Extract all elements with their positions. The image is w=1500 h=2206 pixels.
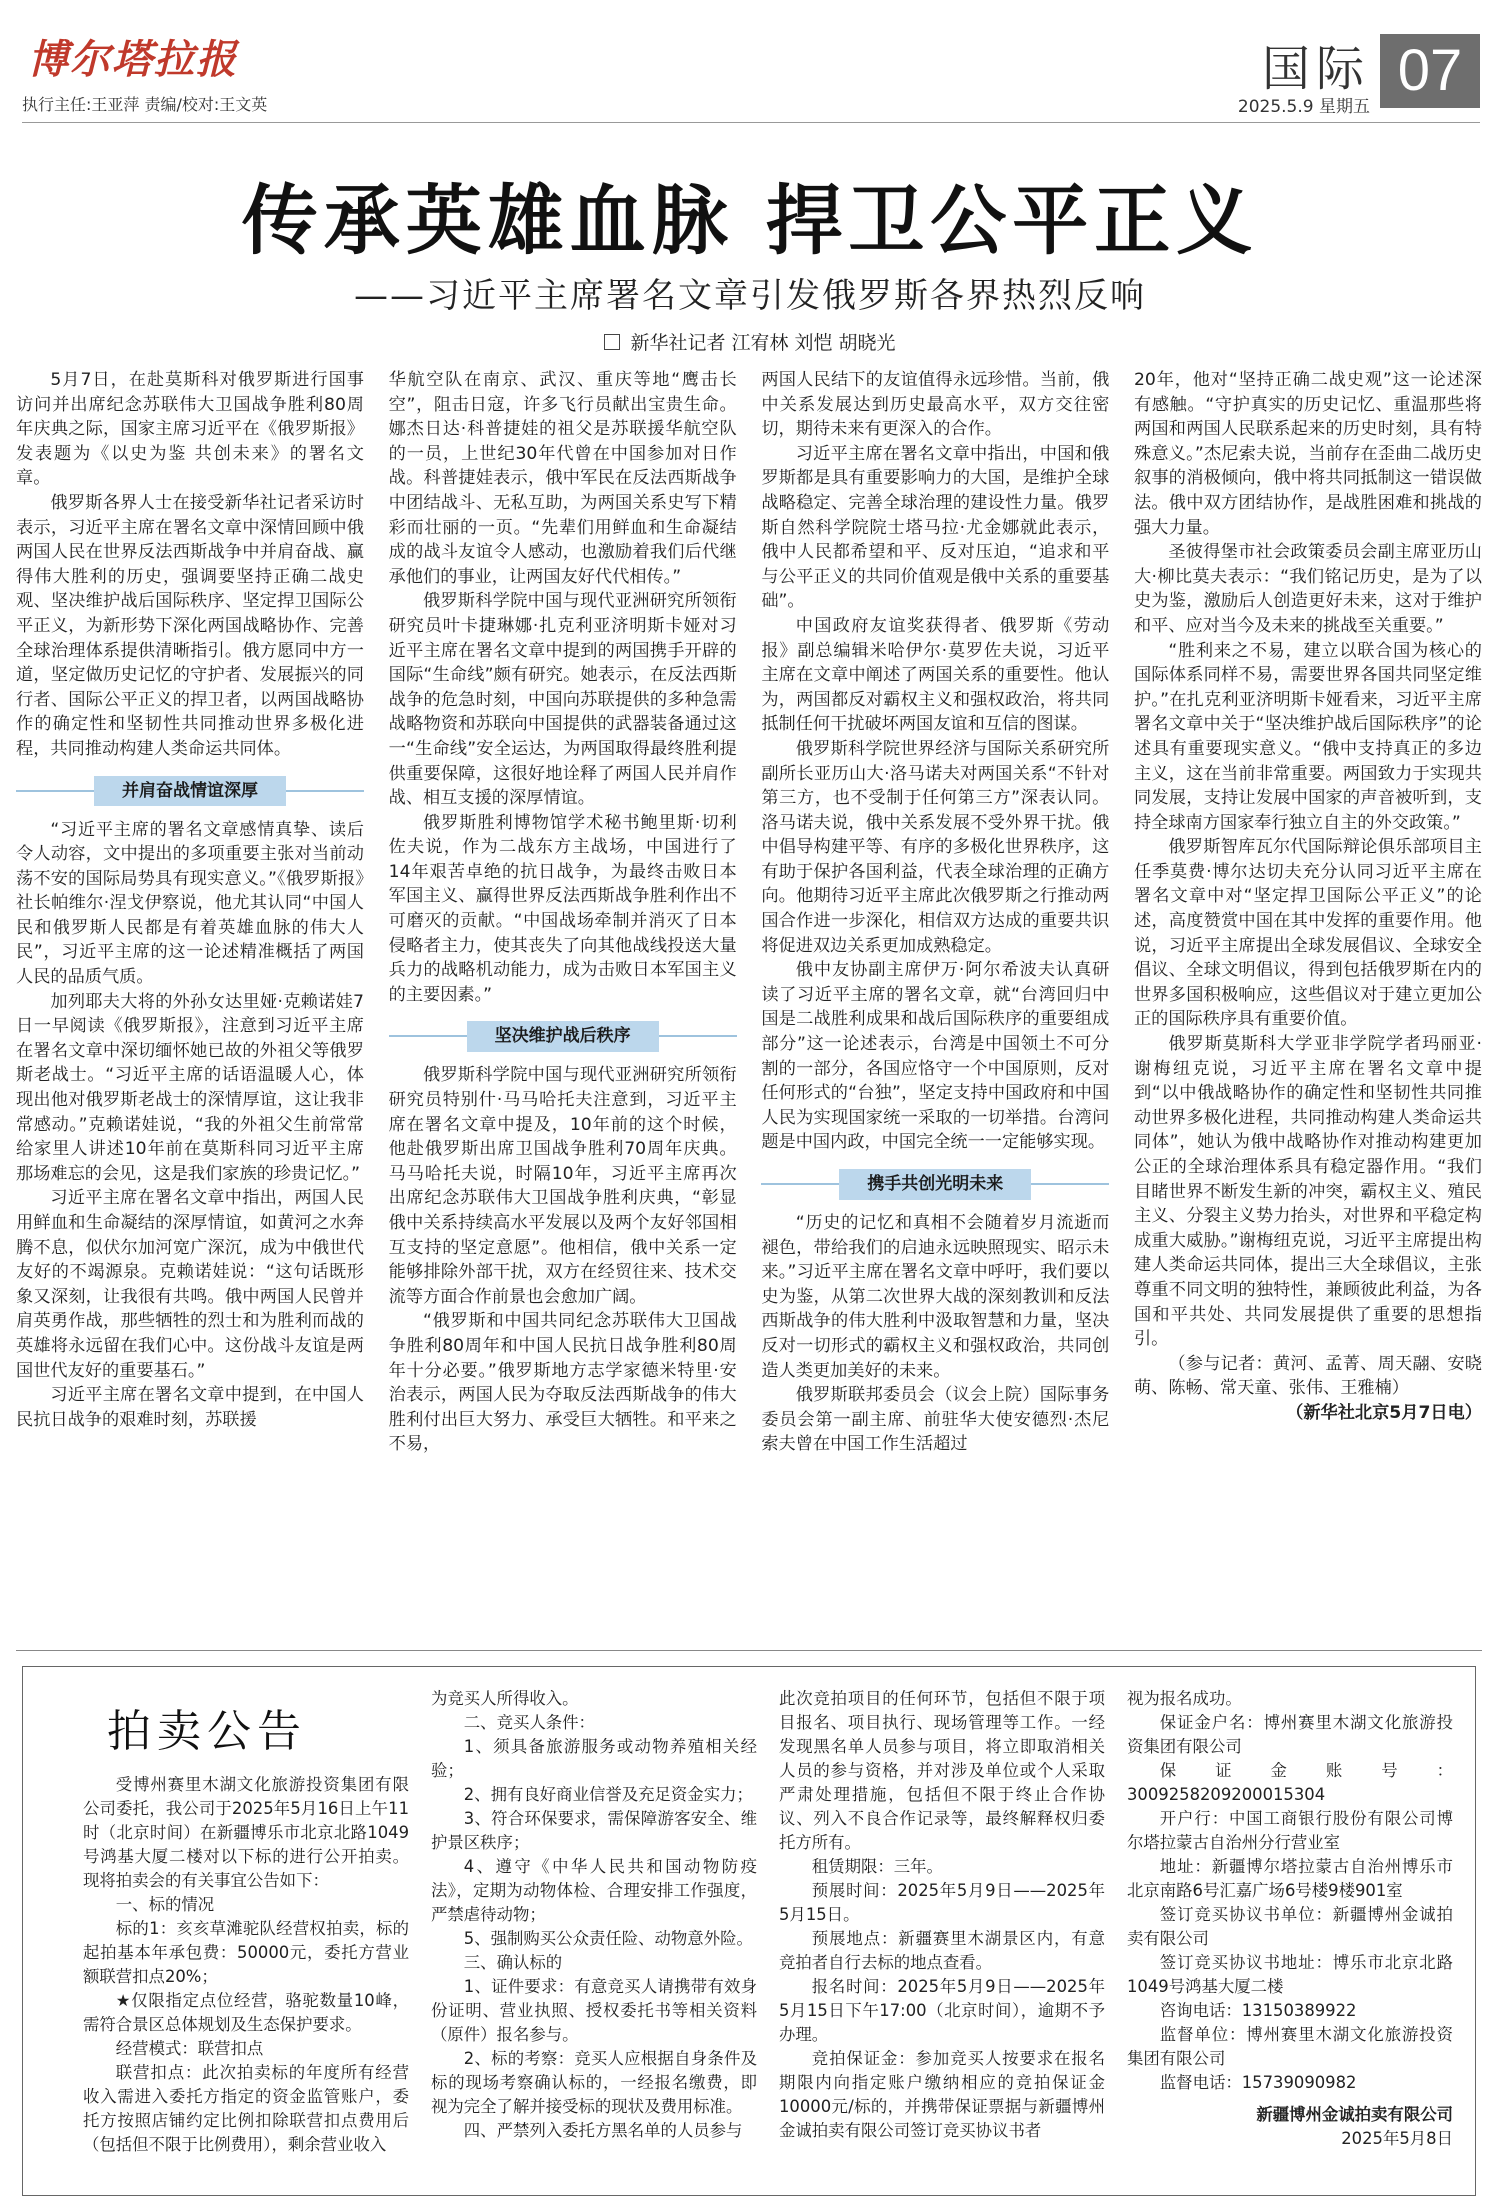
paragraph: 预展时间：2025年5月9日——2025年5月15日。	[779, 1881, 1105, 1924]
page-number: 07	[1380, 34, 1480, 108]
paragraph: 俄罗斯莫斯科大学亚非学院学者玛丽亚·谢梅纽克说，习近平主席在署名文章中提到“以中俄战略协作的确定性和坚韧性共同推动世界多极化进程，共同推动构建人类命运共同体”，她认为俄中战略协作对推动构建更加公正的全球治理体系具有稳定器作用。“我们目睹世界不断发生新的冲突，霸权主义、殖民主义、分裂主义势力抬头，对世界和平稳定构成重大威胁。”谢梅纽克说，习近平主席提出构建人类命运共同体，提出三大全球倡议，主张尊重不同文明的独特性，兼顾彼此利益，为各国和平共处、共同发展提供了重要的思想指引。	[1133, 1034, 1482, 1350]
page-divider	[16, 1650, 1482, 1651]
paragraph: 俄罗斯联邦委员会（议会上院）国际事务委员会第一副主席、前驻华大使安德烈·杰尼索夫曾在中国工作生活超过	[761, 1385, 1110, 1455]
paragraph: 监督单位：博州赛里木湖文化旅游投资集团有限公司	[1127, 2025, 1453, 2068]
article-column-1	[16, 368, 364, 1606]
auction-column-2	[431, 1687, 757, 2187]
section-name: 国际	[1261, 41, 1370, 97]
paragraph: 华航空队在南京、武汉、重庆等地“鹰击长空”，阻击日寇，许多飞行员献出宝贵生命。娜杰日达·科普捷娃的祖父是苏联援华航空队的一员，上世纪30年代曾在中国参加对日作战。科普捷娃表示，俄中军民在反法西斯战争中团结战斗、无私互助，为两国关系史写下精彩而壮丽的一页。“先辈们用鲜血和生命凝结成的战斗友谊令人感动，也激励着我们后代继承他们的事业，让两国友好代代相传。”	[388, 370, 737, 587]
auction-title: 拍卖公告	[107, 1706, 307, 1757]
paragraph: 习近平主席在署名文章中指出，中国和俄罗斯都是具有重要影响力的大国，是维护全球战略稳定、完善全球治理的建设性力量。俄罗斯自然科学院院士塔马拉·尤金娜就此表示，俄中人民都希望和平、反对压迫，“追求和平与公平正义的共同价值观是俄中关系的重要基础”。	[761, 443, 1110, 612]
paragraph: 2、标的考察：竞买人应根据自身条件及标的现场考察确认标的，一经报名缴费，即视为完全了解并接受标的现状及费用标准。	[431, 2049, 757, 2116]
paragraph: 三、确认标的	[463, 1953, 563, 1972]
paragraph: 圣彼得堡市社会政策委员会副主席亚历山大·柳比莫夫表示：“我们铭记历史，是为了以史为鉴，激励后人创造更好未来，这对于维护和平、应对当今及未来的挑战至关重要。”	[1133, 542, 1482, 636]
paragraph: 20年，他对“坚持正确二战史观”这一论述深有感触。“守护真实的历史记忆、重温那些将两国和两国人民联系起来的历史时刻，具有特殊意义。”杰尼索夫说，当前存在歪曲二战历史叙事的消极倾向，俄中将共同抵制这一错误做法。俄中双方团结协作，是战胜困难和挑战的强大力量。	[1133, 370, 1482, 538]
paragraph: ★仅限指定点位经营，骆驼数量10峰，需符合景区总体规划及生态保护要求。	[83, 1991, 409, 2034]
paragraph: 保证金户名：博州赛里木湖文化旅游投资集团有限公司	[1127, 1713, 1453, 1756]
paragraph: 加列耶夫大将的外孙女达里娅·克赖诺娃7日一早阅读《俄罗斯报》，注意到习近平主席在署名文章中深切缅怀她已故的外祖父等俄罗斯老战士。“习近平主席的话语温暖人心，体现出他对俄罗斯老战士的深情厚谊，这让我非常感动。”克赖诺娃说，“我的外祖父生前常常给家里人讲述10年前在莫斯科同习近平主席那场难忘的会见，这是我们家族的珍贵记忆。”	[16, 991, 364, 1184]
article-column-4	[1134, 368, 1482, 1606]
paragraph: 4、遵守《中华人民共和国动物防疫法》，定期为动物体检、合理安排工作强度，严禁虐待动物；	[431, 1857, 757, 1924]
paragraph: 5、强制购买公众责任险、动物意外险。	[463, 1929, 753, 1948]
paragraph: 俄罗斯科学院中国与现代亚洲研究所领衔研究员特别什·马马哈托夫注意到，习近平主席在署名文章中提及，10年前的这个时候，他赴俄罗斯出席卫国战争胜利70周年庆典。马马哈托夫说，时隔10年，习近平主席再次出席纪念苏联伟大卫国战争胜利庆典，“彰显俄中关系持续高水平发展以及两个友好邻国相互支持的坚定意愿”。他相信，俄中关系一定能够排除外部干扰，双方在经贸往来、技术交流等方面合作前景也会愈加广阔。	[388, 1065, 737, 1307]
auction-company: 新疆博州金诚拍卖有限公司	[1256, 2105, 1453, 2124]
paragraph: 受博州赛里木湖文化旅游投资集团有限公司委托，我公司于2025年5月16日上午11时（北京时间）在新疆博乐市北京北路1049号鸿基大厦二楼对以下标的进行公开拍卖。现将拍卖会的有关事宜公告如下：	[83, 1775, 409, 1890]
editor-credits: 执行主任:王亚萍 责编/校对:王文英	[22, 95, 268, 114]
article-column-3	[761, 368, 1109, 1606]
paragraph: 5月7日，在赴莫斯科对俄罗斯进行国事访问并出席纪念苏联伟大卫国战争胜利80周年庆典之际，国家主席习近平在《俄罗斯报》发表题为《以史为鉴 共创未来》的署名文章。	[16, 370, 364, 489]
paragraph: 1、须具备旅游服务或动物养殖相关经验；	[431, 1737, 757, 1780]
paragraph: 视为报名成功。	[1127, 1689, 1242, 1708]
paragraph: 签订竞买协议书单位：新疆博州金诚拍卖有限公司	[1127, 1905, 1453, 1948]
auction-notice	[22, 1666, 1476, 2196]
byline-box-icon	[604, 334, 620, 350]
paragraph: 2、拥有良好商业信誉及充足资金实力；	[463, 1785, 753, 1804]
paragraph: 竞拍保证金：参加竞买人按要求在报名期限内向指定账户缴纳相应的竞拍保证金10000元/标的，并携带保证票据与新疆博州金诚拍卖有限公司签订竞买协议书者	[779, 2049, 1105, 2140]
paragraph: 习近平主席在署名文章中提到，在中国人民抗日战争的艰难时刻，苏联援	[16, 1385, 364, 1430]
auction-date: 2025年5月8日	[1341, 2129, 1453, 2148]
paragraph: 一、标的情况	[115, 1895, 215, 1914]
auction-body	[83, 1687, 1453, 2187]
paragraph: 此次竞拍项目的任何环节，包括但不限于项目报名、项目执行、现场管理等工作。一经发现黑名单人员参与项目，将立即取消相关人员的参与资格，并对涉及单位或个人采取严肃处理措施，包括但不限于终止合作协议、列入不良合作记录等，最终解释权归委托方所有。	[779, 1689, 1105, 1852]
paragraph: 为竞买人所得收入。	[431, 1689, 579, 1708]
paragraph: 俄中友协副主席伊万·阿尔希波夫认真研读了习近平主席的署名文章，就“台湾回归中国是二战胜利成果和战后国际秩序的重要组成部分”这一论述表示，台湾是中国领土不可分割的一部分，各国应恪守一个中国原则，反对任何形式的“台独”，坚定支持中国政府和中国人民为实现国家统一采取的一切举措。台湾问题是中国内政，中国完全统一一定能够实现。	[761, 960, 1110, 1153]
issue-date: 2025.5.9 星期五	[1237, 97, 1370, 117]
article-body	[16, 368, 1482, 1606]
auction-column-1	[83, 1687, 409, 2187]
paragraph: 咨询电话：13150389922	[1159, 2001, 1357, 2020]
article-subhead: ——习近平主席署名文章引发俄罗斯各界热烈反响	[354, 276, 1146, 316]
paragraph: 联营扣点：此次拍卖标的年度所有经营收入需进入委托方指定的资金监管账户，委托方按照店铺约定比例扣除联营扣点费用后（包括但不限于比例费用），剩余营业收入	[83, 2063, 409, 2154]
paragraph: 中国政府友谊奖获得者、俄罗斯《劳动报》副总编辑米哈伊尔·莫罗佐夫说，习近平主席在文章中阐述了两国关系的重要性。他认为，两国都反对霸权主义和强权政治，将共同抵制任何干扰破坏两国友谊和互信的图谋。	[761, 615, 1110, 735]
article-column-2	[389, 368, 737, 1606]
paragraph: 开户行：中国工商银行股份有限公司博尔塔拉蒙古自治州分行营业室	[1127, 1809, 1453, 1852]
paragraph: “习近平主席的署名文章感情真挚、读后令人动容，文中提出的多项重要主张对当前动荡不安的国际局势具有现实意义。”《俄罗斯报》社长帕维尔·涅戈伊察说，他尤其认同“中国人民和俄罗斯人民都是有着英雄血脉的伟大人民”，习近平主席的这一论述精准概括了两国人民的品质气质。	[16, 819, 364, 988]
paragraph: 习近平主席在署名文章中指出，两国人民用鲜血和生命凝结的深厚情谊，如黄河之水奔腾不息，似伏尔加河宽广深沉，成为中俄世代友好的不竭源泉。克赖诺娃说：“这句话既形象又深刻，让我很有共鸣。俄中两国人民曾并肩英勇作战，那些牺牲的烈士和为胜利而战的英雄将永远留在我们心中。这份战斗友谊是两国世代友好的重要基石。”	[16, 1188, 364, 1381]
paragraph: 保证金账号：3009258209200015304	[1127, 1761, 1453, 1804]
section-heading-label: 坚决维护战后秩序	[467, 1021, 659, 1052]
paragraph: 俄罗斯科学院中国与现代亚洲研究所领衔研究员叶卡捷琳娜·扎克利亚济明斯卡娅对习近平主席在署名文章中提到的两国携手开辟的国际“生命线”颇有研究。她表示，在反法西斯战争的危急时刻，中国向苏联提供的多种急需战略物资和苏联向中国提供的武器装备通过这一“生命线”安全运达，为两国取得最终胜利提供重要保障，这很好地诠释了两国人民并肩作战、相互支援的深厚情谊。	[388, 591, 737, 809]
paragraph: 俄罗斯科学院世界经济与国际关系研究所副所长亚历山大·洛马诺夫对两国关系“不针对第三方，也不受制于任何第三方”深表认同。洛马诺夫说，俄中关系发展不受外界干扰。俄中倡导构建平等、有序的多极化世界秩序，这有助于保护各国利益，代表全球治理的正确方向。他期待习近平主席此次俄罗斯之行推动两国合作进一步深化，相信双方达成的重要共识将促进双边关系更加成熟稳定。	[761, 738, 1110, 956]
paragraph: 经营模式：联营扣点	[115, 2039, 264, 2058]
paragraph: 签订竞买协议书地址：博乐市北京北路1049号鸿基大厦二楼	[1127, 1953, 1453, 1996]
masthead	[22, 28, 1480, 120]
auction-column-4	[1127, 1687, 1453, 2187]
paragraph: 地址：新疆博尔塔拉蒙古自治州博乐市北京南路6号汇嘉广场6号楼9楼901室	[1127, 1857, 1453, 1900]
paragraph: 俄罗斯各界人士在接受新华社记者采访时表示，习近平主席在署名文章中深情回顾中俄两国人民在世界反法西斯战争中并肩奋战、赢得伟大胜利的历史，强调要坚持正确二战史观、坚决维护战后国际秩序、坚定捍卫国际公平正义，为新形势下深化两国战略协作、完善全球治理体系提供清晰指引。俄方愿同中方一道，坚定做历史记忆的守护者、发展振兴的同行者、国际公平正义的捍卫者，以两国战略协作的确定性和坚韧性共同推动世界多极化进程，共同推动构建人类命运共同体。	[16, 492, 364, 759]
paragraph: 监督电话：15739090982	[1159, 2073, 1357, 2092]
newspaper-logo: 博尔塔拉报	[28, 36, 238, 83]
paragraph: 租赁期限：三年。	[811, 1857, 943, 1876]
paragraph: 二、竞买人条件：	[463, 1713, 595, 1732]
article-dateline: （新华社北京5月7日电）	[1286, 1402, 1482, 1423]
paragraph: 四、严禁列入委托方黑名单的人员参与	[463, 2121, 743, 2140]
paragraph: “俄罗斯和中国共同纪念苏联伟大卫国战争胜利80周年和中国人民抗日战争胜利80周年十分必要。”俄罗斯地方志学家德米特里·安治表示，两国人民为夺取反法西斯战争的伟大胜利付出巨大努力、承受巨大牺牲。和平来之不易，	[388, 1311, 737, 1455]
paragraph: 两国人民结下的友谊值得永远珍惜。当前，俄中关系发展达到历史最高水平，双方交往密切，期待未来有更深入的合作。	[761, 370, 1110, 440]
section-heading	[761, 1167, 1109, 1201]
paragraph: 1、证件要求：有意竞买人请携带有效身份证明、营业执照、授权委托书等相关资料（原件）报名参与。	[431, 1977, 757, 2044]
article-byline	[0, 328, 1500, 355]
masthead-rule	[22, 122, 1480, 123]
paragraph: “胜利来之不易，建立以联合国为核心的国际体系同样不易，需要世界各国共同坚定维护。”在扎克利亚济明斯卡娅看来，习近平主席署名文章中关于“坚决维护战后国际秩序”的论述具有重要现实意义。“俄中支持真正的多边主义，这在当前非常重要。两国致力于实现共同发展，支持让发展中国家的声音被听到，支持全球南方国家奉行独立自主的外交政策。”	[1133, 640, 1482, 833]
byline-text: 新华社记者 江宥林 刘恺 胡晓光	[630, 332, 896, 354]
paragraph: 标的1：亥亥草滩驼队经营权拍卖，标的起拍基本年承包费：50000元，委托方营业额联营扣点20%；	[83, 1919, 409, 1986]
section-heading-label: 携手共创光明未来	[839, 1169, 1031, 1200]
section-heading	[389, 1019, 737, 1053]
paragraph: 俄罗斯胜利博物馆学术秘书鲍里斯·切利佐夫说，作为二战东方主战场，中国进行了14年艰苦卓绝的抗日战争，为最终击败日本军国主义、赢得世界反法西斯战争胜利作出不可磨灭的贡献。“中国战场牵制并消灭了日本侵略者主力，使其丧失了向其他战线投送大量兵力的战略机动能力，成为击败日本军国主义的主要因素。”	[388, 812, 737, 1005]
article-headline: 传承英雄血脉 捍卫公平正义	[241, 176, 1259, 265]
paragraph: 预展地点：新疆赛里木湖景区内，有意竞拍者自行去标的地点查看。	[779, 1929, 1105, 1972]
paragraph: “历史的记忆和真相不会随着岁月流逝而褪色，带给我们的启迪永远映照现实、昭示未来。”习近平主席在署名文章中呼吁，我们要以史为鉴，从第二次世界大战的深刻教训和反法西斯战争的伟大胜利中汲取智慧和力量，坚决反对一切形式的霸权主义和强权政治，共同创造人类更加美好的未来。	[761, 1213, 1110, 1381]
paragraph: 3、符合环保要求，需保障游客安全、维护景区秩序；	[431, 1809, 757, 1852]
paragraph: 俄罗斯智库瓦尔代国际辩论俱乐部项目主任季莫费·博尔达切夫充分认同习近平主席在署名文章中对“坚定捍卫国际公平正义”的论述，高度赞赏中国在其中发挥的重要作用。他说，习近平主席提出全球发展倡议、全球安全倡议、全球文明倡议，得到包括俄罗斯在内的世界多国积极响应，这些倡议对于建立更加公正的国际秩序具有重要价值。	[1133, 837, 1482, 1030]
auction-column-3	[779, 1687, 1105, 2187]
paragraph: （参与记者：黄河、孟菁、周天翮、安晓萌、陈畅、常天童、张伟、王雅楠）	[1133, 1353, 1482, 1399]
section-heading	[16, 774, 364, 808]
paragraph: 报名时间：2025年5月9日——2025年5月15日下午17:00（北京时间），逾期不予办理。	[779, 1977, 1105, 2044]
section-heading-label: 并肩奋战情谊深厚	[94, 776, 286, 807]
